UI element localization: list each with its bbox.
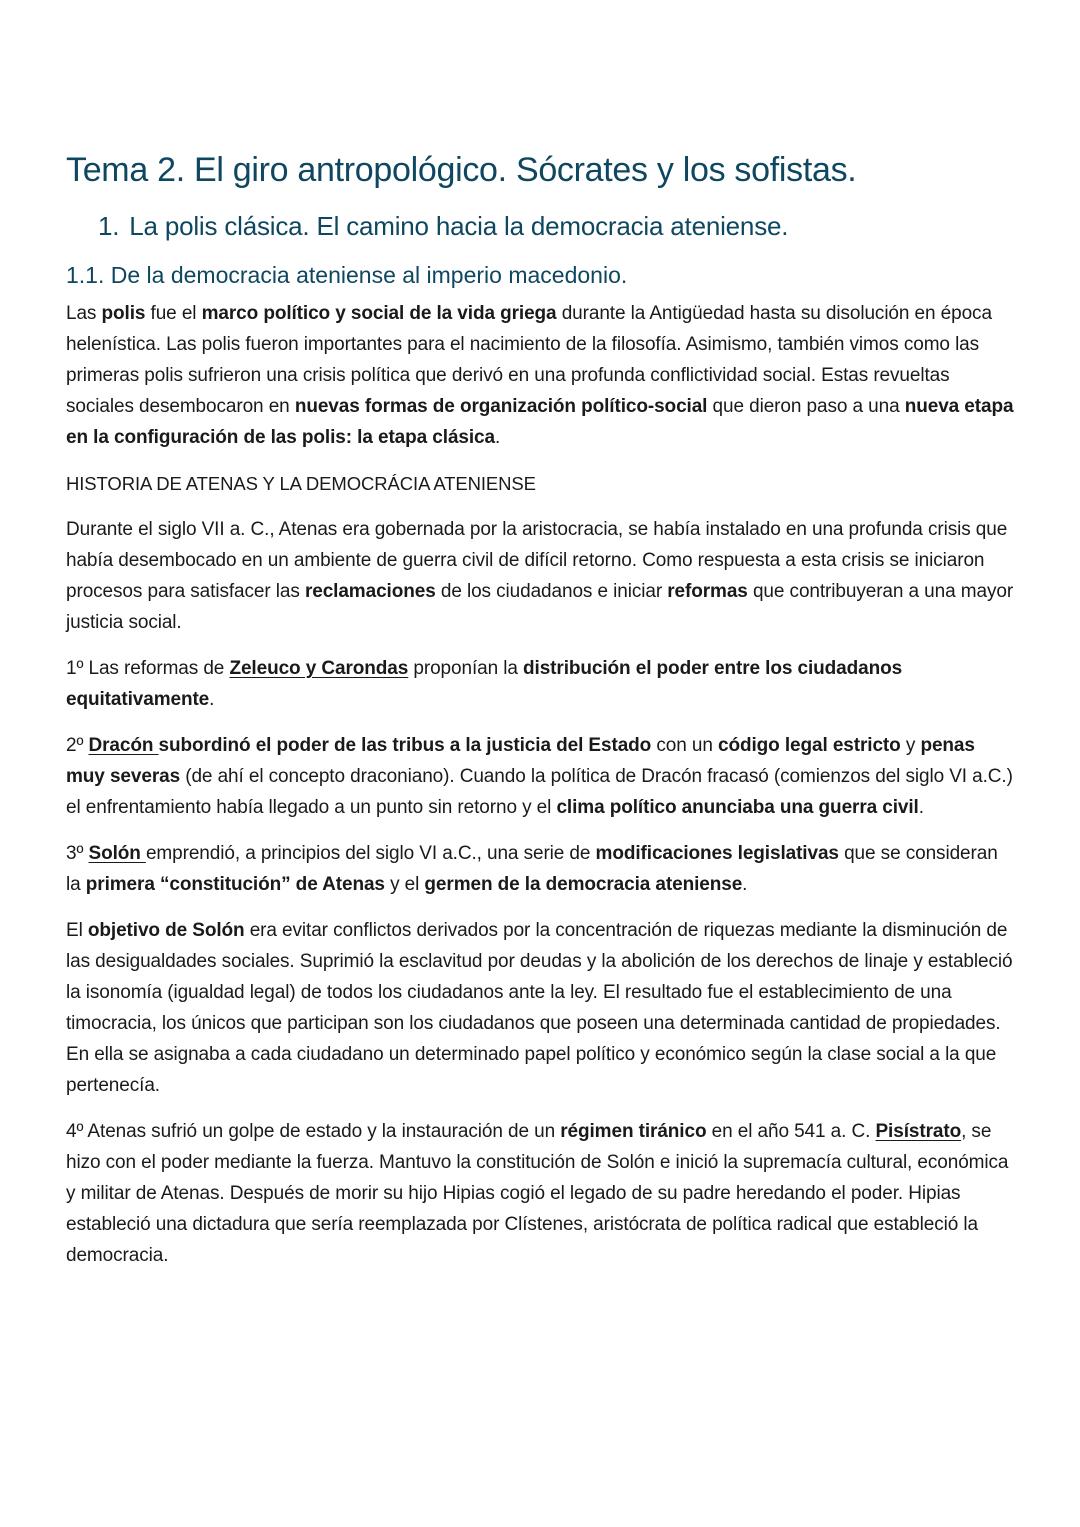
text-run: , se hizo con el poder mediante la fuerza. Mantuvo la constitución de Solón e inició la supremacía cultural, económica y militar de Atenas. Después de morir su hijo Hipias cogió el legado de su padre heredando el poder. Hipias estableció una dictadura que sería reemplazada por Clístenes, aristócrata de política radical que estableció la democracia. (66, 1121, 1009, 1266)
section-heading (98, 210, 1014, 242)
reform-1-paragraph (66, 653, 1014, 715)
text-run: (de ahí el concepto draconiano). Cuando la política de Dracón fracasó (comienzos del siglo VI a.C.) el enfrentamiento había llegado a un punto sin retorno y el (66, 766, 1013, 818)
text-run: fue el (145, 303, 202, 324)
text-run: . (495, 427, 501, 448)
section-title: La polis clásica. El camino hacia la democracia ateniense. (129, 211, 789, 241)
bold-run: modificaciones legislativas (595, 843, 839, 864)
reform-4-paragraph (66, 1116, 1014, 1271)
text-run: Durante el siglo VII a. C., Atenas era gobernada por la aristocracia, se había instalado en una profunda crisis que había desembocado en un ambiente de guerra civil de difícil retorno. Como respuesta a esta crisis se iniciaron procesos para satisfacer las (66, 519, 1008, 602)
bold-run: reclamaciones (304, 581, 436, 602)
bold-run: nuevas formas de organización político-social (294, 396, 708, 417)
text-run: . (742, 874, 748, 895)
crisis-paragraph (66, 514, 1014, 638)
bold-run: código legal estricto (718, 735, 901, 756)
underlined-name: Dracón (88, 735, 159, 756)
bold-run: primera “constitución” de Atenas (85, 874, 385, 895)
bold-run: régimen tiránico (560, 1121, 707, 1142)
underlined-name: Pisístrato (875, 1121, 962, 1142)
text-run: y (900, 735, 921, 756)
underlined-name: Zeleuco y Carondas (229, 658, 409, 679)
reform-2-paragraph (66, 730, 1014, 823)
text-run: que dieron paso a una (707, 396, 905, 417)
subsection-heading: 1.1. De la democracia ateniense al imperio macedonio. (66, 262, 628, 288)
text-run: 3º (66, 843, 89, 864)
text-run: proponían la (408, 658, 524, 679)
section-number: 1. (98, 211, 120, 241)
text-run: y el (384, 874, 425, 895)
text-run: de los ciudadanos e iniciar (435, 581, 668, 602)
text-run: 4º Atenas sufrió un golpe de estado y la instauración de un (66, 1121, 561, 1142)
bold-run: nueva etapa en la configuración de las polis: la etapa clásica (66, 396, 1014, 448)
solon-goal-paragraph (66, 915, 1014, 1101)
bold-run: reformas (667, 581, 748, 602)
text-run: 2º (66, 735, 89, 756)
bold-run: marco político y social de la vida griega (201, 303, 557, 324)
text-run: durante la Antigüedad hasta su disolución en época helenística. Las polis fueron importantes para el nacimiento de la filosofía. Asimismo, también vimos como las primeras polis sufrieron una crisis política que derivó en una profunda conflictividad social. Estas revueltas sociales desembocaron en (66, 303, 992, 417)
text-run: El (66, 920, 88, 941)
bold-run: polis (101, 303, 146, 324)
text-run: que se consideran la (66, 843, 998, 895)
text-run: era evitar conflictos derivados por la concentración de riquezas mediante la disminución de las desigualdades sociales. Suprimió la esclavitud por deudas y la abolición de los derechos de linaje y estableció la isonomía (igualdad legal) de todos los ciudadanos ante la ley. El resultado fue el establecimiento de una timocracia, los únicos que participan son los ciudadanos que poseen una determinada cantidad de propiedades. En ella se asignaba a cada ciudadano un determinado papel político y económico según la clase social a la que pertenecía. (66, 920, 1013, 1096)
text-run: con un (651, 735, 718, 756)
intro-paragraph (66, 298, 1014, 453)
reform-3-paragraph (66, 838, 1014, 900)
document-title: Tema 2. El giro antropológico. Sócrates y los sofistas. (66, 151, 857, 189)
text-run: Las (66, 303, 102, 324)
bold-run: clima político anunciaba una guerra civil (556, 797, 919, 818)
text-run: 1º Las reformas de (66, 658, 230, 679)
underlined-name: Solón (88, 843, 146, 864)
bold-run: distribución el poder entre los ciudadanos equitativamente (66, 658, 903, 710)
text-run: emprendió, a principios del siglo VI a.C., una serie de (145, 843, 596, 864)
bold-run: germen de la democracia ateniense (424, 874, 743, 895)
text-run: . (209, 689, 215, 710)
bold-run: subordinó el poder de las tribus a la justicia del Estado (158, 735, 652, 756)
text-run: . (918, 797, 924, 818)
history-heading: HISTORIA DE ATENAS Y LA DEMOCRÁCIA ATENIENSE (66, 473, 536, 494)
bold-run: objetivo de Solón (87, 920, 245, 941)
document-page (66, 150, 1014, 1286)
bold-run: penas muy severas (66, 735, 975, 787)
text-run: en el año 541 a. C. (706, 1121, 876, 1142)
text-run: que contribuyeran a una mayor justicia social. (66, 581, 1014, 633)
